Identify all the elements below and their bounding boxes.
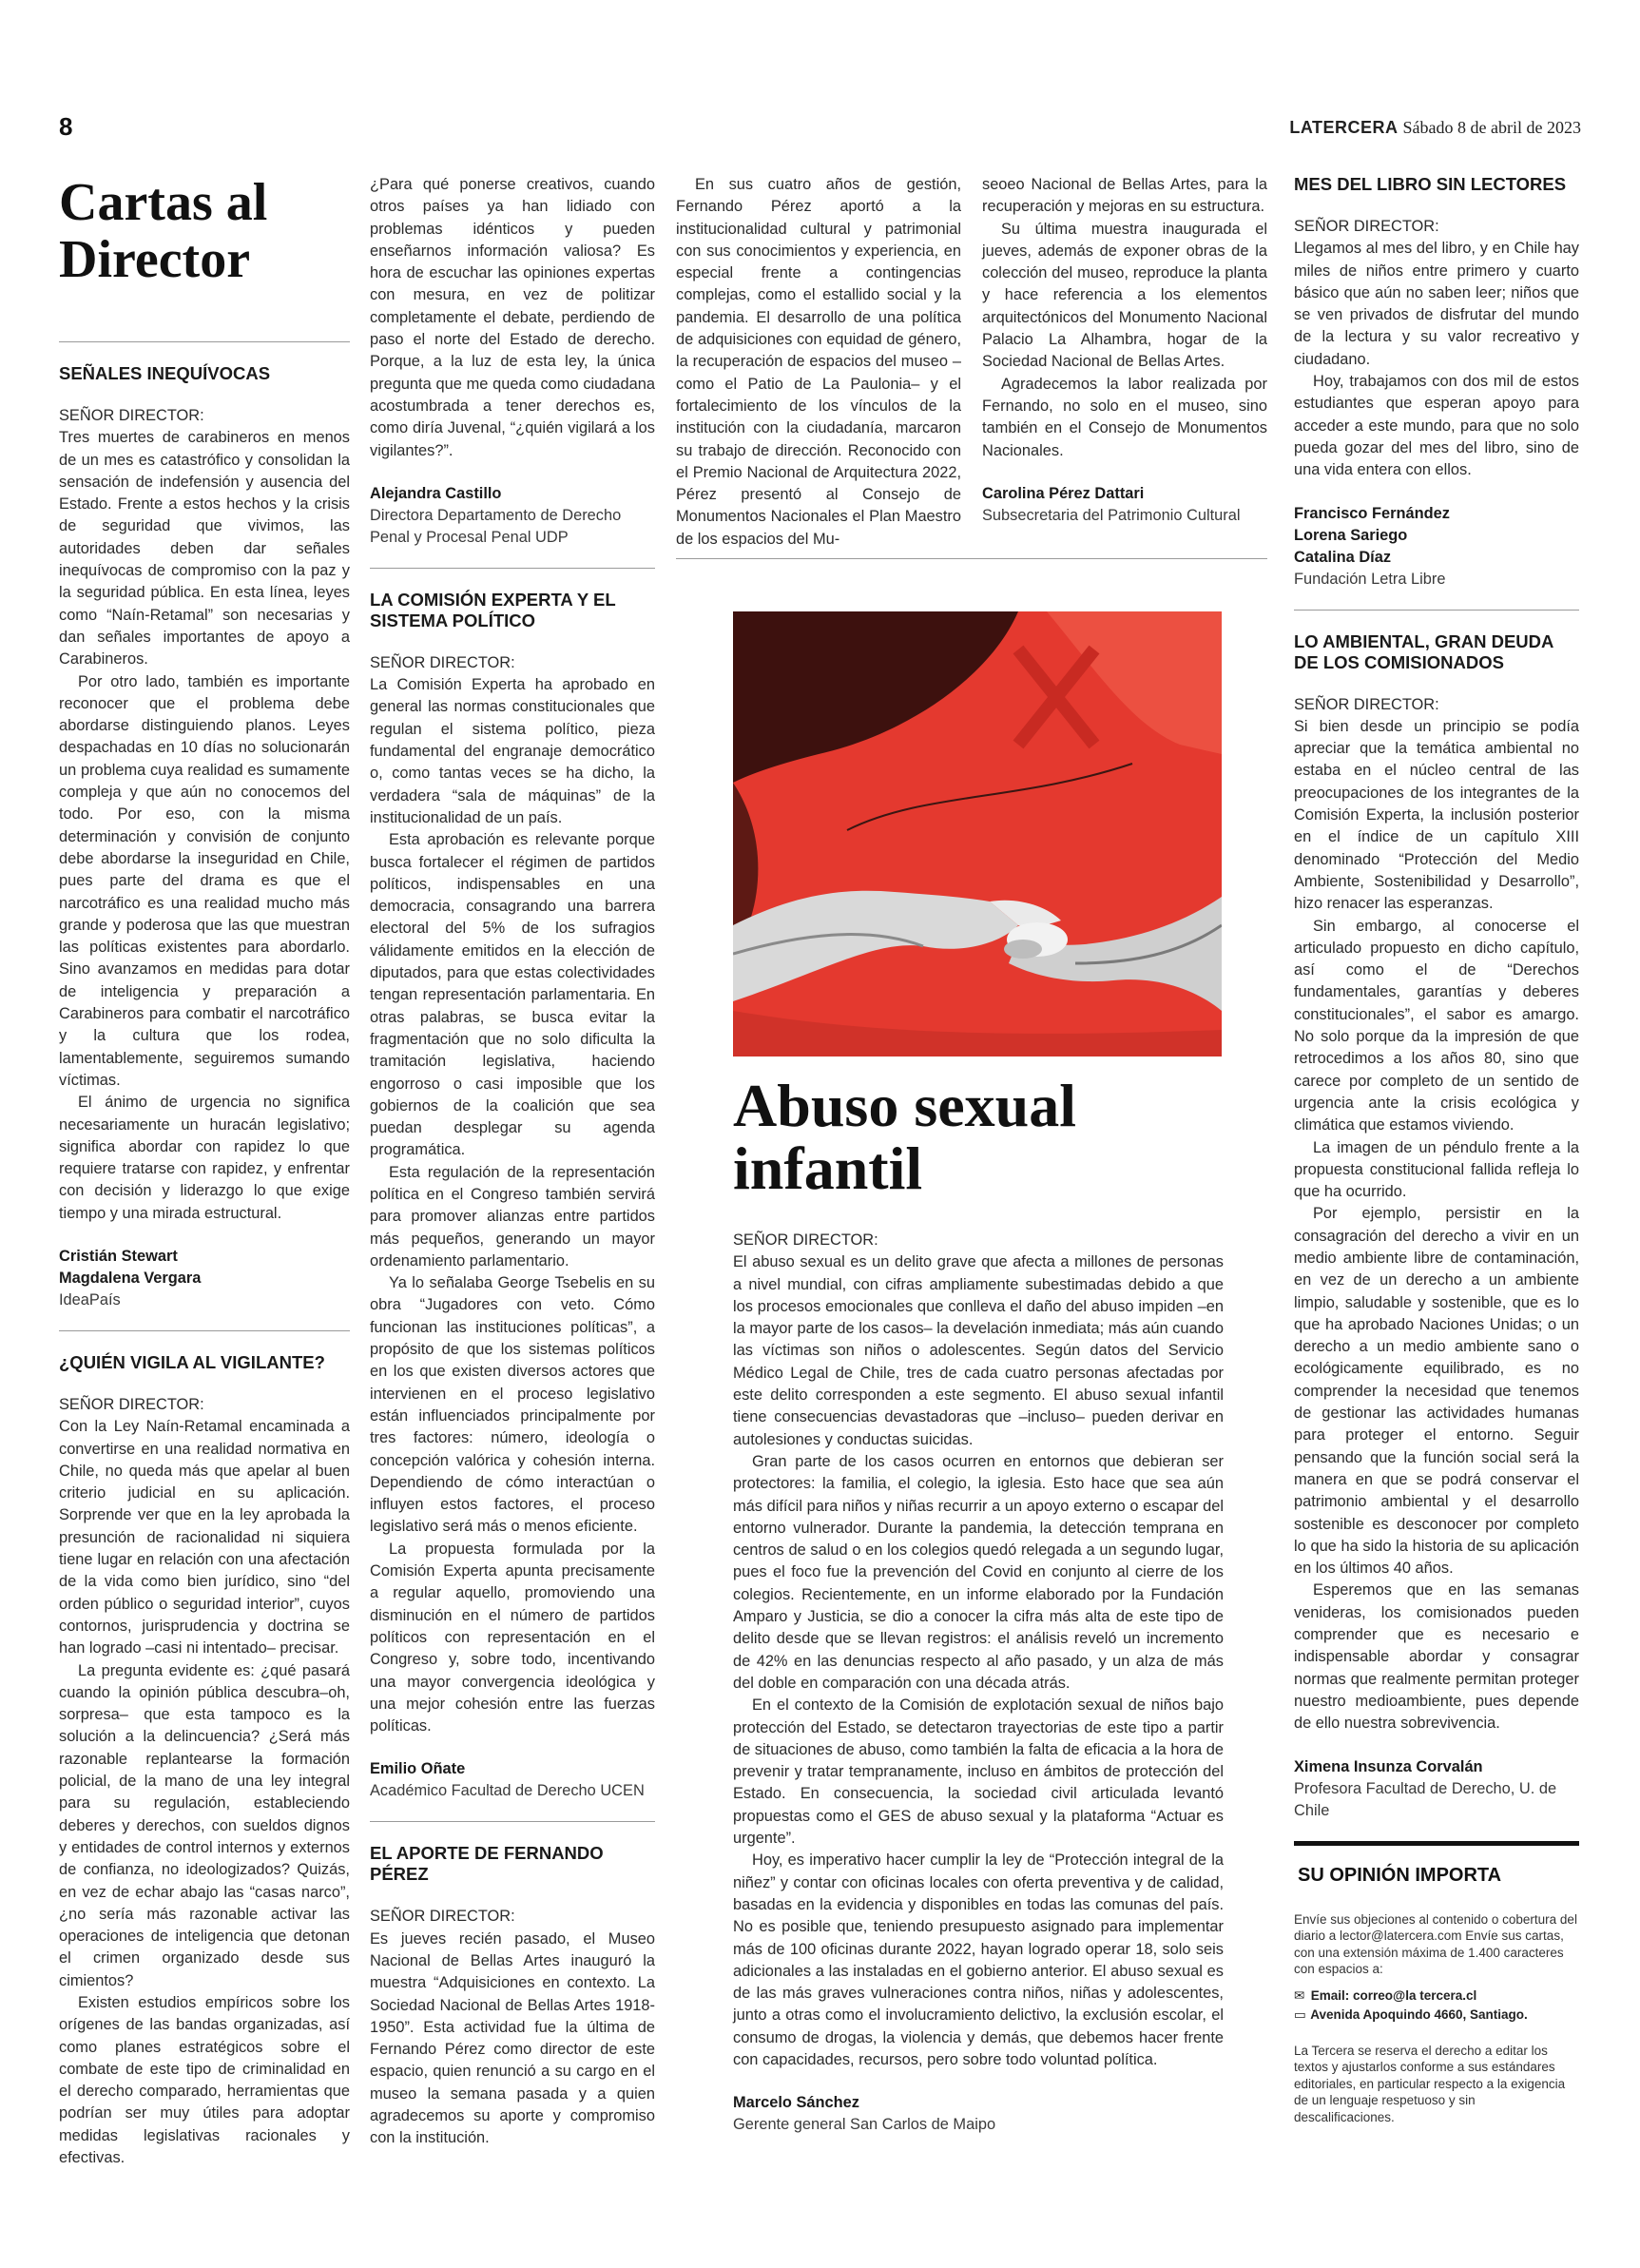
column-3: [676, 174, 961, 551]
paragraph: Hoy, es imperativo hacer cumplir la ley de “Protección integral de la niñez” y contar con oficinas locales con oferta preventiva y de calidad, basadas en la evidencia y disponibles en todas las comunas del país. No es posible que, teniendo presupuesto asignado para implementar más de 100 oficinas durante 2022, hayan logrado operar 18, solo seis adicionales a las instaladas en el gobierno anterior. El abuso sexual es de las más graves vulneraciones contra niños, niñas y adolescentes, junto a otras como el involucramiento delictivo, la exclusión escolar, el consumo de drogas, la violencia y demás, que debemos hacer frente con capacidades, recursos, pero sobre todo voluntad política.: [733, 1851, 1224, 2068]
letter-heading: LA COMISIÓN EXPERTA Y EL SISTEMA POLÍTICO: [370, 589, 616, 630]
signer-name: Ximena Insunza Corvalán: [1294, 1757, 1483, 1775]
salutation: SEÑOR DIRECTOR:: [59, 1395, 204, 1413]
paragraph: Si bien desde un principio se podía apreciar que la temática ambiental no estaba en el núcleo central de las preocupaciones de los integrantes de la Comisión Experta, la inclusión posterior en el índice de un capítulo XIII denominado “Protección del Medio Ambiente, Sostenibilidad y Desarrollo”, hizo renacer las esperanzas.: [1294, 717, 1579, 913]
address-label: Avenida Apoquindo 4660, Santiago.: [1310, 2006, 1528, 2022]
signer-name: Lorena Sariego: [1294, 526, 1408, 544]
paragraph-continuation: ¿Para qué ponerse creativos, cuando otros países ya han lidiado con problemas idénticos y pueden enseñarnos información valiosa? Es hora de escuchar las opiniones expertas con mesura, en vez de politizar completamente el debate, perdiendo de paso el norte del Estado de derecho. Porque, a la luz de esta ley, la única pregunta que me queda como ciudadana acostumbrada a tener derechos es, como diría Juvenal, “¿quién vigilará a los vigilantes?”.: [370, 176, 655, 459]
paragraph: Llegamos al mes del libro, y en Chile hay miles de niños entre primero y cuarto básico que aún no saben leer; niños que se ven privados de disfrutar del mundo de la lectura y su valor recreativo y ciudadano.: [1294, 240, 1579, 368]
email-label[interactable]: Email: correo@la tercera.cl: [1310, 1987, 1477, 2003]
paragraph-continuation: En sus cuatro años de gestión, Fernando Pérez aportó a la institucionalidad cultural y patrimonial con sus conocimientos y experiencia, en especial frente a contingencias complejas, como el estallido social y la pandemia. El desarrollo de una política de adquisiciones con equidad de género, la recuperación de espacios del museo –como el Patio de La Paulonia– y el fortalecimiento de los vínculos de la institución con la ciudadanía, marcaron su trabajo de dirección. Reconocido con el Premio Nacional de Arquitectura 2022, Pérez presentó al Consejo de Monumentos Nacionales el Plan Maestro de los espacios del Mu-: [676, 176, 961, 548]
brand-name: LATERCERA: [1289, 118, 1399, 137]
signature: [370, 483, 655, 549]
paragraph: La pregunta evidente es: ¿qué pasará cuando la opinión pública descubra–oh, sorpresa– que esta tampoco es la solución a la delincuencia? ¿Será más razonable replantearse la formación policial, de la mano de una ley integral para su regulación, estableciendo deberes y derechos, con sueldos dignos y entidades de control internos y externos de confianza, no ideologizados? Quizás, en vez de echar abajo las “casas narco”, ¿no sería más razonable activar las operaciones de inteligencia que detonan el crimen organizado desde sus cimientos?: [59, 1661, 350, 1989]
signature: [59, 1246, 350, 1311]
signature: [370, 1758, 655, 1802]
letter-heading: LO AMBIENTAL, GRAN DEUDA DE LOS COMISIONADOS: [1294, 630, 1553, 672]
divider: [370, 1821, 655, 1822]
column-5: [1294, 174, 1579, 2125]
issue-date: Sábado 8 de abril de 2023: [1402, 118, 1581, 137]
signer-name: Carolina Pérez Dattari: [982, 484, 1145, 502]
paragraph-continuation: seoeo Nacional de Bellas Artes, para la recuperación y mejoras en su estructura.: [982, 176, 1267, 216]
divider: [370, 568, 655, 569]
paragraph: Con la Ley Naín-Retamal encaminada a convertirse en una realidad normativa en Chile, no queda más que apelar al buen criterio judicial en su aplicación. Sorprende ver que en la ley aprobada la presunción de racionalidad ni siquiera tiene lugar en relación con una afectación de la vida como bien jurídico, sino “del orden público o seguridad interior”, cuyos contornos, jurisprudencia y doctrina se han logrado –casi ni intentado– precisar.: [59, 1418, 350, 1657]
signer-role: Gerente general San Carlos de Maipo: [733, 2116, 996, 2134]
divider: [59, 1330, 350, 1331]
paragraph: La propuesta formulada por la Comisión Experta apunta precisamente a regular aquello, promoviendo una disminución en el número de partidos políticos con representación en el Congreso y, sobre todo, incentivando una mayor convergencia ideológica y una mejor cohesión entre las fuerzas políticas.: [370, 1540, 655, 1735]
signer-name: Marcelo Sánchez: [733, 2094, 859, 2112]
salutation: SEÑOR DIRECTOR:: [733, 1231, 878, 1249]
opinion-title: SU OPINIÓN IMPORTA: [1298, 1864, 1502, 1886]
illustration-hands: [733, 611, 1222, 1056]
signer-name: Catalina Díaz: [1294, 548, 1392, 566]
paragraph: Gran parte de los casos ocurren en entornos que debieran ser protectores: la familia, el colegio, la iglesia. Esto hace que sea aún más difícil para niños y niñas recurrir a un apoyo externo o escapar del entorno vulnerador. Durante la pandemia, la detección temprana en centros de salud o en los colegios quedó relegada a un segundo lugar, pues el foco fue la prevención del Covid en conjunto al cierre de los colegios. Recientemente, en un informe elaborado por la Fundación Amparo y Justicia, se dio a conocer la cifra más alta de este tipo de delito desde que se llevan registros: el análisis reveló un incremento de 42% en las denuncias respecto al año pasado, y un alza de más del doble en comparación con una década atrás.: [733, 1452, 1224, 1692]
paragraph: Esperemos que en las semanas venideras, los comisionados pueden comprender que es necesario e indispensable abordar y consagrar normas que realmente permitan proteger nuestro medioambiente, pues depende de ello nuestra sobrevivencia.: [1294, 1581, 1579, 1733]
paragraph: Esta regulación de la representación política en el Congreso también servirá para promover alianzas entre partidos más pequeños, generando un mayor ordenamiento parlamentario.: [370, 1163, 655, 1270]
section-title: Cartas al Director: [59, 173, 268, 289]
column-2: [370, 174, 655, 2150]
letter-heading: EL APORTE DE FERNANDO PÉREZ: [370, 1843, 604, 1885]
paragraph: Por ejemplo, persistir en la consagración del derecho a vivir en un medio ambiente libre de contaminación, en vez de un derecho a un ambiente limpio, saludable y sostenible, que es lo que ha aprobado Naciones Unidas; o un derecho a un medio ambiente sano o ecológicamente equilibrado, es no comprender la necesidad que tenemos de gestionar las actividades humanas para proteger el entorno. Seguir pensando que la función social será la manera en que se podrá conservar el patrimonio ambiental y el desarrollo sostenible es desconocer por completo lo que ha sido la historia de su aplicación en los últimos 40 años.: [1294, 1205, 1579, 1578]
mailbox-icon: ▭: [1294, 2006, 1306, 2022]
paragraph: Ya lo señalaba George Tsebelis en su obra “Jugadores con veto. Cómo funcionan las instituciones políticas”, a propósito de que los sistemas políticos en los que existen diversos actores que intervienen en el proceso legislativo están influenciados principalmente por tres factores: número, ideología o concepción valórica y cohesión interna. Dependiendo de cómo interactúan o influyen estos factores, el proceso legislativo será más o menos eficiente.: [370, 1274, 655, 1536]
paragraph: Por otro lado, también es importante reconocer que el problema debe abordarse distinguiendo planos. Leyes despachadas en 10 días no solucionarán un problema cuya realidad es sumamente compleja y que aún no conocemos del todo. Por eso, con la misma determinación y convisión de conjunto debe abordarse la inseguridad en Chile, pues parte del drama es que el narcotráfico es una realidad mucho más grande y poderosa que las que muestran las políticas existentes para abordarlo. Sino avanzamos en medidas para dotar de inteligencia y preparación a Carabineros para combatir el narcotráfico y la cultura que los rodea, lamentablemente, seguiremos sumando víctimas.: [59, 672, 350, 1089]
signer-name: Magdalena Vergara: [59, 1269, 202, 1287]
feature-letter: [733, 1230, 1224, 2136]
divider: [1294, 610, 1579, 611]
signer-role: Profesora Facultad de Derecho, U. de Chile: [1294, 1779, 1557, 1819]
paragraph: En el contexto de la Comisión de explotación sexual de niños bajo protección del Estado, se detectaron trayectorias de este tipo a partir de situaciones de abuso, como también la falta de eficacia a la hora de prevenir y tratar tempranamente, incluso en ámbitos de protección del Estado. En consecuencia, la sociedad civil articulada levantó propuestas como el GES de abuso sexual y la plataforma “Actuar es urgente”.: [733, 1696, 1224, 1848]
letter-heading: SEÑALES INEQUÍVOCAS: [59, 363, 271, 383]
opinion-box-rule: [1294, 1841, 1579, 1846]
paragraph: Su última muestra inaugurada el jueves, además de exponer obras de la colección del museo, reproduce la planta y hace referencia a los elementos arquitectónicos del Monumento Nacional Palacio La Alhambra, hogar de la Sociedad Nacional de Bellas Artes.: [982, 220, 1267, 371]
editorial-disclaimer: La Tercera se reserva el derecho a editar los textos y ajustarlos conforme a sus estándares editoriales, en particular respecto a la exigencia de un lenguaje respetuoso y sin descalificaciones.: [1294, 2043, 1566, 2124]
signer-name: Francisco Fernández: [1294, 504, 1450, 522]
page-number: 8: [59, 112, 73, 141]
paragraph: Tres muertes de carabineros en menos de un mes es catastrófico y consolidan la sensación de indefensión y ausencia del Estado. Frente a estos hechos y la crisis de seguridad que vivimos, las autoridades deben dar señales inequívocas de compromiso con la paz y la seguridad pública. En esta línea, leyes como “Naín-Retamal” son necesarias y dan señales importantes de apoyo a Carabineros.: [59, 429, 350, 669]
envelope-icon: ✉: [1294, 1987, 1305, 2003]
paragraph: Esta aprobación es relevante porque busca fortalecer el régimen de partidos políticos, indispensables en una democracia, consagrando una barrera electoral del 5% de los sufragios válidamente emitidos en la elección de diputados, para que estas colectividades tengan representación parlamentaria. En otras palabras, se busca evitar la fragmentación que no solo dificulta la tramitación legislativa, haciendo engorroso o casi imposible que los gobiernos de la coalición que sea puedan desplegar su agenda programática.: [370, 831, 655, 1159]
column-4: [982, 174, 1267, 527]
contact-address: [1294, 2006, 1579, 2024]
column-1: [59, 174, 350, 2169]
signature: [1294, 503, 1579, 591]
paragraph: La imagen de un péndulo frente a la propuesta constitucional fallida refleja lo que ha ocurrido.: [1294, 1138, 1579, 1201]
paragraph: La Comisión Experta ha aprobado en general las normas constitucionales que regulan el sistema político, pieza fundamental del engranaje democrático o, como tantas veces se ha dicho, la verdadera “sala de máquinas” de la institucionalidad de un país.: [370, 676, 655, 826]
clasped-hands: [1004, 940, 1042, 959]
signature: [1294, 1756, 1579, 1822]
contact-email: [1294, 1987, 1579, 2005]
signer-name: Emilio Oñate: [370, 1760, 466, 1778]
salutation: SEÑOR DIRECTOR:: [370, 653, 515, 671]
paragraph: Hoy, trabajamos con dos mil de estos estudiantes que esperan apoyo para acceder a este mundo, para que no solo pueda gozar del mes del libro, sino de una vida entera con ellos.: [1294, 373, 1579, 479]
hands-photo: [733, 611, 1222, 1056]
paragraph: El ánimo de urgencia no significa necesariamente un huracán legislativo; significa abordar con rapidez lo que requiere tratarse con rapidez, y enfrentar con decisión y liderazgo lo que exige tiempo y una mirada estructural.: [59, 1094, 350, 1222]
paragraph: El abuso sexual es un delito grave que afecta a millones de personas a nivel mundial, con cifras ampliamente subestimadas debido a que los procesos emocionales que conlleva el daño del abuso impiden –en la mayor parte de los casos– la develación inmediata; más aún cuando las víctimas son niños o adolescentes. Según datos del Servicio Médico Legal de Chile, tres de cada cuatro personas afectadas por este delito corresponden a este segmento. El abuso sexual infantil tiene consecuencias devastadoras que –incluso– pueden derivar en autolesiones y conductas suicidas.: [733, 1253, 1224, 1448]
signer-role: Subsecretaria del Patrimonio Cultural: [982, 506, 1241, 524]
signature: [733, 2092, 1224, 2136]
signer-role: Directora Departamento de Derecho Penal y Procesal Penal UDP: [370, 506, 622, 546]
letter-heading: MES DEL LIBRO SIN LECTORES: [1294, 174, 1567, 194]
paragraph: Existen estudios empíricos sobre los orígenes de las bandas organizadas, así como planes estratégicos sobre el combate de este tipo de criminalidad en el derecho comparado, herramientas que podrían ser muy útiles para adoptar medidas legislativas racionales y efectivas.: [59, 1994, 350, 2167]
divider: [59, 341, 350, 342]
opinion-text: Envíe sus objeciones al contenido o cobertura del diario a lector@latercera.com Envíe sus cartas, con una extensión máxima de 1.400 caracteres con espacios a:: [1294, 1911, 1577, 1977]
salutation: SEÑOR DIRECTOR:: [59, 407, 204, 424]
divider: [676, 558, 1267, 559]
masthead: [1289, 118, 1581, 138]
signer-role: IdeaPaís: [59, 1290, 121, 1308]
feature-title: Abuso sexual infantil: [733, 1072, 1076, 1202]
signer-name: Cristián Stewart: [59, 1247, 178, 1265]
signer-role: Fundación Letra Libre: [1294, 570, 1446, 588]
salutation: SEÑOR DIRECTOR:: [370, 1908, 515, 1926]
salutation: SEÑOR DIRECTOR:: [1294, 218, 1439, 235]
signer-role: Académico Facultad de Derecho UCEN: [370, 1782, 645, 1800]
salutation: SEÑOR DIRECTOR:: [1294, 695, 1439, 713]
paragraph: Sin embargo, al conocerse el articulado propuesto en dicho capítulo, así como el de “Derechos fundamentales, garantías y deberes constitucionales”, el sabor es amargo. No solo porque da la impresión de que retrocedimos a los años 80, sino que carece por completo de un sentido de urgencia ante la crisis ecológica y climática que estamos viviendo.: [1294, 917, 1579, 1134]
paragraph: Es jueves recién pasado, el Museo Nacional de Bellas Artes inauguró la muestra “Adquisiciones en contexto. La Sociedad Nacional de Bellas Artes 1918-1950”. Esta actividad fue la última de Fernando Pérez como director de este espacio, quien renunció a su cargo en el museo la semana pasada y a quien agradecemos su aporte y compromiso con la institución.: [370, 1929, 655, 2147]
signature: [982, 483, 1267, 527]
letter-heading: ¿QUIÉN VIGILA AL VIGILANTE?: [59, 1351, 325, 1372]
paragraph: Agradecemos la labor realizada por Fernando, no solo en el museo, sino también en el Consejo de Monumentos Nacionales.: [982, 375, 1267, 459]
signer-name: Alejandra Castillo: [370, 484, 502, 502]
